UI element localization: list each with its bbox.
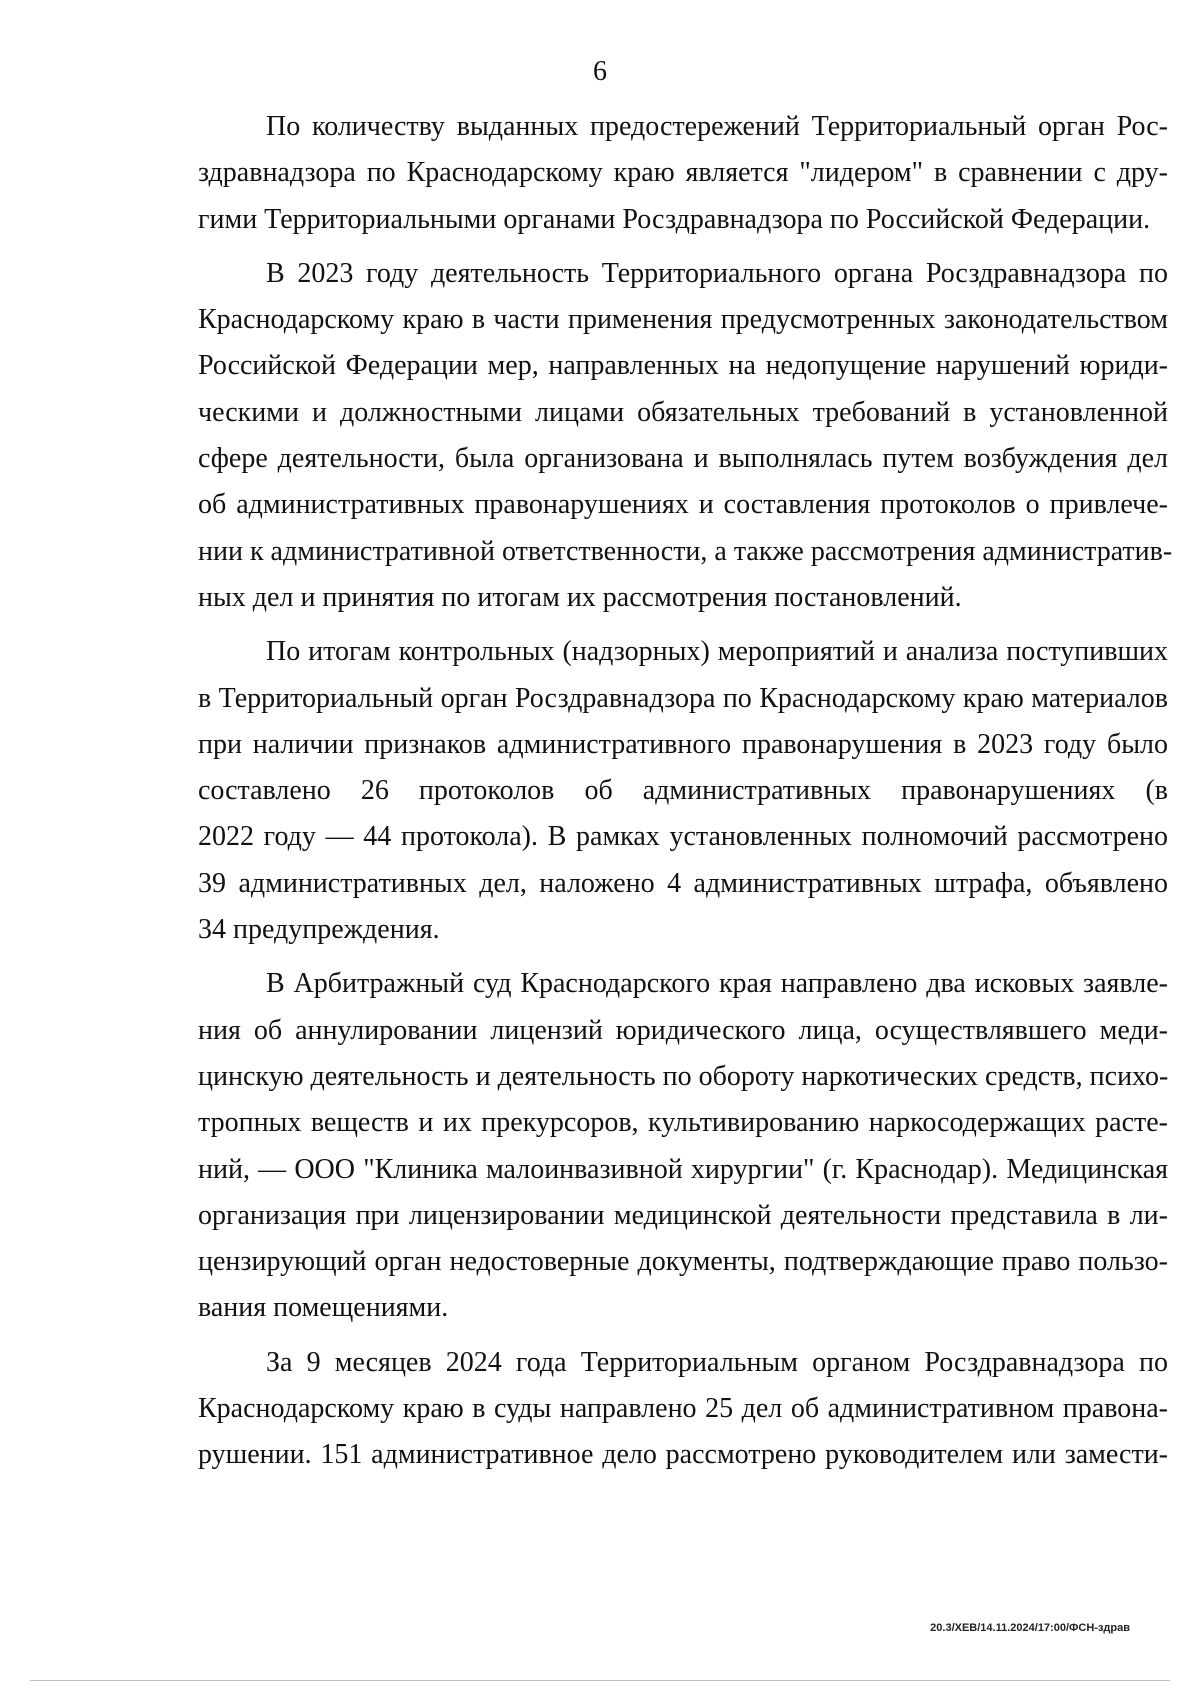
text-line: ния об аннулировании лицензий юридического лица, осуществлявшего меди- [198, 1014, 1168, 1046]
text-line: ных дел и принятия по итогам их рассмотрения постановлений. [198, 581, 962, 613]
text-line: Российской Федерации мер, направленных на недопущение нарушений юриди- [198, 350, 1168, 382]
text-line: здравнадзора по Краснодарскому краю является "лидером" в сравнении с дру- [198, 157, 1168, 189]
text-line: цинскую деятельность и деятельность по обороту наркотических средств, психо- [198, 1060, 1169, 1092]
text-line: В 2023 году деятельность Территориального органа Росздравнадзора по [266, 257, 1168, 289]
text-line: Краснодарскому краю в части применения предусмотренных законодательством [198, 304, 1168, 336]
text-line: нии к административной ответственности, а также рассмотрения административ- [198, 535, 1173, 567]
text-line: вания помещениями. [198, 1292, 449, 1324]
text-line: За 9 месяцев 2024 года Территориальным органом Росздравнадзора по [266, 1346, 1168, 1378]
text-line: По количеству выданных предостережений Территориальный орган Рос- [266, 111, 1168, 142]
document-body [198, 104, 1173, 1487]
text-line: гими Территориальными органами Росздравнадзора по Российской Федерации. [198, 203, 1151, 235]
text-line: 39 административных дел, наложено 4 административных штрафа, объявлено [198, 867, 1168, 899]
paragraph [198, 251, 1173, 621]
text-line: об административных правонарушениях и составления протоколов о привлече- [198, 489, 1168, 521]
text-line: сфере деятельности, была организована и выполнялась путем возбуждения дел [198, 443, 1168, 475]
text-line: 2022 году — 44 протокола). В рамках установленных полномочий рассмотрено [198, 821, 1168, 853]
text-line: в Территориальный орган Росздравнадзора по Краснодарскому краю материалов [198, 682, 1168, 714]
text-line: Краснодарскому краю в суды направлено 25 дел об административном правона- [198, 1393, 1168, 1425]
page-number: 6 [593, 56, 607, 87]
bottom-divider [30, 1680, 1170, 1681]
text-line: составлено 26 протоколов об административных правонарушениях (в [198, 775, 1168, 807]
document-registration-code: 20.3/ХЕВ/14.11.2024/17:00/ФСН-здрав [930, 1622, 1130, 1634]
text-line: при наличии признаков административного правонарушения в 2023 году было [198, 728, 1168, 760]
text-line: 34 предупреждения. [198, 914, 440, 946]
text-line: цензирующий орган недостоверные документы, подтверждающие право пользо- [198, 1246, 1168, 1278]
paragraph [198, 961, 1168, 1331]
paragraph [198, 629, 1168, 953]
text-line: ческими и должностными лицами обязательных требований в установленной [198, 396, 1168, 428]
text-line: тропных веществ и их прекурсоров, культивированию наркосодержащих расте- [198, 1107, 1168, 1139]
text-line: ний, — ООО "Клиника малоинвазивной хирургии" (г. Краснодар). Медицинская [198, 1153, 1168, 1185]
text-line: организация при лицензировании медицинской деятельности представила в ли- [198, 1199, 1168, 1231]
text-line: По итогам контрольных (надзорных) мероприятий и анализа поступивших [266, 636, 1168, 668]
text-line: рушении. 151 административное дело рассмотрено руководителем или замести- [198, 1439, 1168, 1471]
paragraph [198, 1340, 1168, 1479]
paragraph [198, 104, 1168, 243]
text-line: В Арбитражный суд Краснодарского края направлено два исковых заявле- [266, 968, 1168, 1000]
